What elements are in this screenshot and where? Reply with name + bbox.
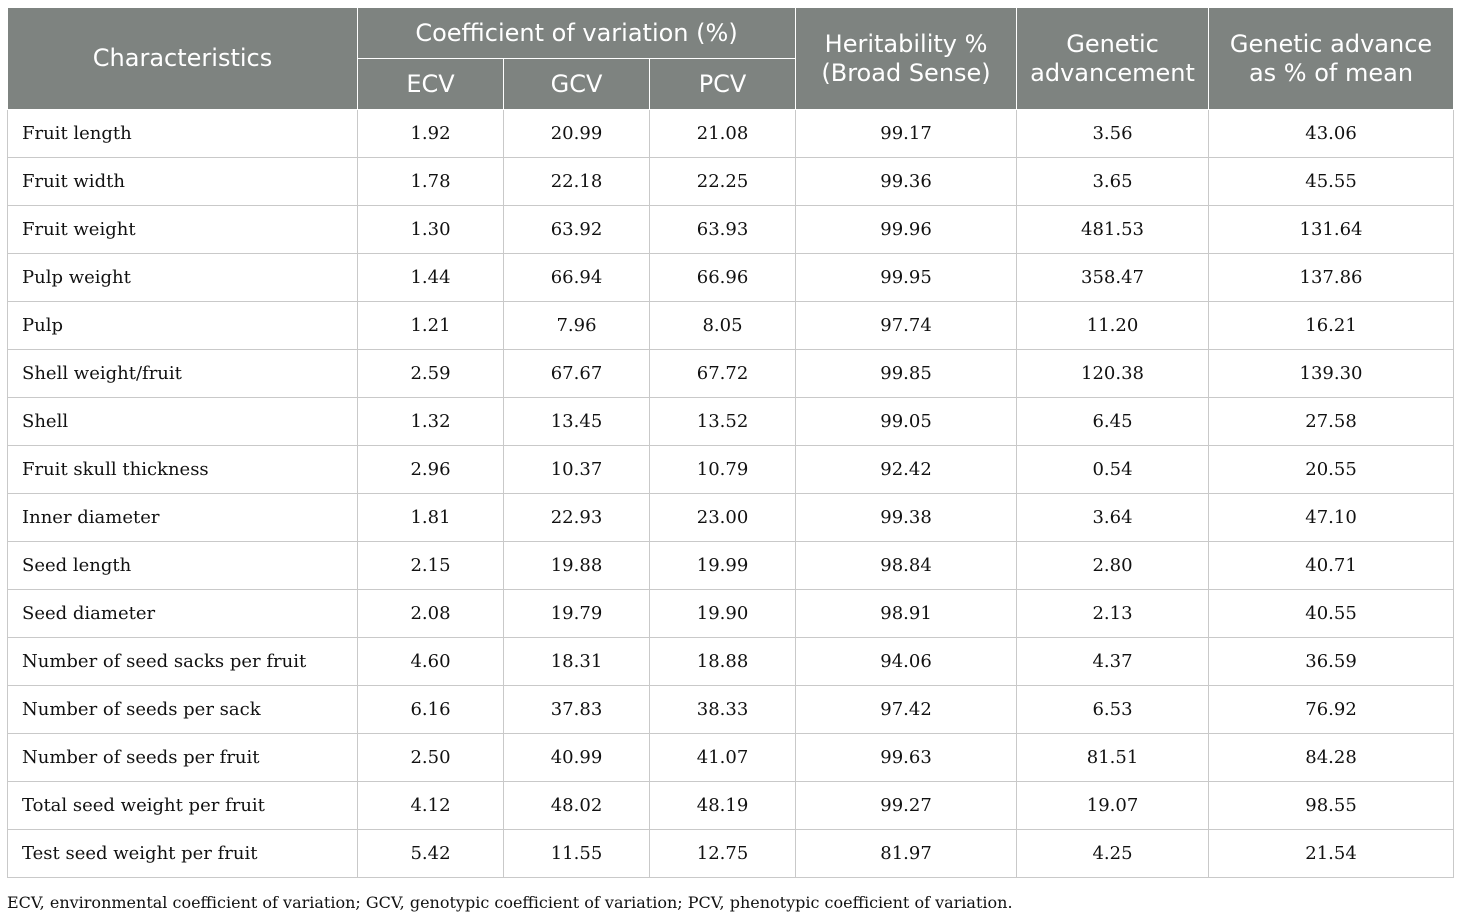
heritability-cell: 99.05 xyxy=(796,398,1017,446)
heritability-cell: 97.42 xyxy=(796,686,1017,734)
characteristic-cell: Shell weight/fruit xyxy=(8,350,358,398)
ga-percent-mean-cell: 36.59 xyxy=(1209,638,1454,686)
table-row xyxy=(8,110,1454,158)
table-row xyxy=(8,158,1454,206)
table-row xyxy=(8,686,1454,734)
gcv-cell: 19.79 xyxy=(504,590,650,638)
ecv-cell: 2.59 xyxy=(358,350,504,398)
ecv-cell: 2.96 xyxy=(358,446,504,494)
characteristic-cell: Seed diameter xyxy=(8,590,358,638)
gcv-cell: 7.96 xyxy=(504,302,650,350)
gcv-cell: 10.37 xyxy=(504,446,650,494)
ga-percent-mean-cell: 139.30 xyxy=(1209,350,1454,398)
genetic-advancement-cell: 3.65 xyxy=(1017,158,1209,206)
table-row xyxy=(8,350,1454,398)
ecv-cell: 2.08 xyxy=(358,590,504,638)
pcv-cell: 22.25 xyxy=(650,158,796,206)
pcv-cell: 63.93 xyxy=(650,206,796,254)
header-genetic-advancement-line2: advancement xyxy=(1030,58,1195,87)
header-genetic-advancement-line1: Genetic xyxy=(1066,29,1159,58)
gcv-cell: 48.02 xyxy=(504,782,650,830)
gcv-cell: 67.67 xyxy=(504,350,650,398)
genetic-advancement-cell: 358.47 xyxy=(1017,254,1209,302)
ecv-cell: 1.92 xyxy=(358,110,504,158)
genetic-advancement-cell: 6.45 xyxy=(1017,398,1209,446)
characteristic-cell: Fruit width xyxy=(8,158,358,206)
table-row xyxy=(8,830,1454,878)
heritability-cell: 99.85 xyxy=(796,350,1017,398)
header-ga-mean-line2: as % of mean xyxy=(1248,58,1414,87)
genetic-advancement-cell: 3.56 xyxy=(1017,110,1209,158)
ga-percent-mean-cell: 76.92 xyxy=(1209,686,1454,734)
header-genetic-advancement xyxy=(1017,8,1209,110)
characteristic-cell: Fruit weight xyxy=(8,206,358,254)
table-row xyxy=(8,782,1454,830)
table-row xyxy=(8,638,1454,686)
characteristic-cell: Shell xyxy=(8,398,358,446)
heritability-cell: 99.36 xyxy=(796,158,1017,206)
heritability-cell: 99.38 xyxy=(796,494,1017,542)
genetic-advancement-cell: 4.25 xyxy=(1017,830,1209,878)
ecv-cell: 5.42 xyxy=(358,830,504,878)
pcv-cell: 13.52 xyxy=(650,398,796,446)
characteristic-cell: Fruit length xyxy=(8,110,358,158)
genetic-advancement-cell: 6.53 xyxy=(1017,686,1209,734)
gcv-cell: 19.88 xyxy=(504,542,650,590)
characteristic-cell: Number of seeds per fruit xyxy=(8,734,358,782)
genetic-variability-table xyxy=(7,7,1454,878)
ga-percent-mean-cell: 45.55 xyxy=(1209,158,1454,206)
pcv-cell: 67.72 xyxy=(650,350,796,398)
genetic-advancement-cell: 3.64 xyxy=(1017,494,1209,542)
header-ga-mean-line1: Genetic advance xyxy=(1229,29,1433,58)
header-heritability xyxy=(796,8,1017,110)
heritability-cell: 99.95 xyxy=(796,254,1017,302)
table-row xyxy=(8,254,1454,302)
ecv-cell: 2.50 xyxy=(358,734,504,782)
table-row xyxy=(8,446,1454,494)
table-row xyxy=(8,734,1454,782)
ga-percent-mean-cell: 84.28 xyxy=(1209,734,1454,782)
pcv-cell: 12.75 xyxy=(650,830,796,878)
ecv-cell: 1.32 xyxy=(358,398,504,446)
heritability-cell: 99.17 xyxy=(796,110,1017,158)
heritability-cell: 98.91 xyxy=(796,590,1017,638)
gcv-cell: 40.99 xyxy=(504,734,650,782)
ecv-cell: 1.78 xyxy=(358,158,504,206)
heritability-cell: 99.63 xyxy=(796,734,1017,782)
ecv-cell: 2.15 xyxy=(358,542,504,590)
table-row xyxy=(8,542,1454,590)
gcv-cell: 22.93 xyxy=(504,494,650,542)
heritability-cell: 98.84 xyxy=(796,542,1017,590)
gcv-cell: 37.83 xyxy=(504,686,650,734)
table-row xyxy=(8,206,1454,254)
table-header xyxy=(8,8,1454,110)
characteristic-cell: Test seed weight per fruit xyxy=(8,830,358,878)
ecv-cell: 1.30 xyxy=(358,206,504,254)
ga-percent-mean-cell: 43.06 xyxy=(1209,110,1454,158)
ecv-cell: 1.44 xyxy=(358,254,504,302)
ecv-cell: 6.16 xyxy=(358,686,504,734)
genetic-advancement-cell: 120.38 xyxy=(1017,350,1209,398)
pcv-cell: 19.99 xyxy=(650,542,796,590)
genetic-advancement-cell: 81.51 xyxy=(1017,734,1209,782)
ga-percent-mean-cell: 98.55 xyxy=(1209,782,1454,830)
heritability-cell: 92.42 xyxy=(796,446,1017,494)
pcv-cell: 48.19 xyxy=(650,782,796,830)
characteristic-cell: Pulp xyxy=(8,302,358,350)
ecv-cell: 4.60 xyxy=(358,638,504,686)
genetic-advancement-cell: 2.80 xyxy=(1017,542,1209,590)
gcv-cell: 22.18 xyxy=(504,158,650,206)
heritability-cell: 97.74 xyxy=(796,302,1017,350)
heritability-cell: 99.96 xyxy=(796,206,1017,254)
ga-percent-mean-cell: 40.55 xyxy=(1209,590,1454,638)
genetic-advancement-cell: 481.53 xyxy=(1017,206,1209,254)
heritability-cell: 94.06 xyxy=(796,638,1017,686)
genetic-advancement-cell: 19.07 xyxy=(1017,782,1209,830)
gcv-cell: 11.55 xyxy=(504,830,650,878)
header-pcv: PCV xyxy=(650,59,796,110)
heritability-cell: 81.97 xyxy=(796,830,1017,878)
pcv-cell: 8.05 xyxy=(650,302,796,350)
ga-percent-mean-cell: 27.58 xyxy=(1209,398,1454,446)
ecv-cell: 1.21 xyxy=(358,302,504,350)
table-footnote: ECV, environmental coefficient of variation; GCV, genotypic coefficient of variation; PCV, phenotypic coefficient of variation. xyxy=(7,893,1013,912)
ga-percent-mean-cell: 131.64 xyxy=(1209,206,1454,254)
genetic-advancement-cell: 0.54 xyxy=(1017,446,1209,494)
ga-percent-mean-cell: 20.55 xyxy=(1209,446,1454,494)
pcv-cell: 18.88 xyxy=(650,638,796,686)
ga-percent-mean-cell: 47.10 xyxy=(1209,494,1454,542)
ga-percent-mean-cell: 21.54 xyxy=(1209,830,1454,878)
characteristic-cell: Number of seed sacks per fruit xyxy=(8,638,358,686)
pcv-cell: 38.33 xyxy=(650,686,796,734)
characteristic-cell: Pulp weight xyxy=(8,254,358,302)
table-body xyxy=(8,110,1454,878)
genetic-advancement-cell: 4.37 xyxy=(1017,638,1209,686)
pcv-cell: 41.07 xyxy=(650,734,796,782)
header-characteristics: Characteristics xyxy=(8,8,358,110)
ecv-cell: 4.12 xyxy=(358,782,504,830)
ga-percent-mean-cell: 16.21 xyxy=(1209,302,1454,350)
gcv-cell: 13.45 xyxy=(504,398,650,446)
pcv-cell: 10.79 xyxy=(650,446,796,494)
header-ecv: ECV xyxy=(358,59,504,110)
genetic-advancement-cell: 2.13 xyxy=(1017,590,1209,638)
gcv-cell: 63.92 xyxy=(504,206,650,254)
header-genetic-advance-percent-mean xyxy=(1209,8,1454,110)
pcv-cell: 66.96 xyxy=(650,254,796,302)
table-row xyxy=(8,590,1454,638)
characteristic-cell: Total seed weight per fruit xyxy=(8,782,358,830)
pcv-cell: 23.00 xyxy=(650,494,796,542)
table-row xyxy=(8,398,1454,446)
header-heritability-line1: Heritability % xyxy=(824,29,988,58)
characteristic-cell: Inner diameter xyxy=(8,494,358,542)
characteristic-cell: Fruit skull thickness xyxy=(8,446,358,494)
ga-percent-mean-cell: 137.86 xyxy=(1209,254,1454,302)
ga-percent-mean-cell: 40.71 xyxy=(1209,542,1454,590)
gcv-cell: 18.31 xyxy=(504,638,650,686)
genetic-advancement-cell: 11.20 xyxy=(1017,302,1209,350)
header-coefficient-of-variation: Coefficient of variation (%) xyxy=(358,8,796,59)
header-gcv: GCV xyxy=(504,59,650,110)
characteristic-cell: Number of seeds per sack xyxy=(8,686,358,734)
pcv-cell: 19.90 xyxy=(650,590,796,638)
table-container xyxy=(7,7,1453,878)
table-row xyxy=(8,494,1454,542)
gcv-cell: 66.94 xyxy=(504,254,650,302)
gcv-cell: 20.99 xyxy=(504,110,650,158)
pcv-cell: 21.08 xyxy=(650,110,796,158)
characteristic-cell: Seed length xyxy=(8,542,358,590)
heritability-cell: 99.27 xyxy=(796,782,1017,830)
header-heritability-line2: (Broad Sense) xyxy=(821,58,991,87)
table-row xyxy=(8,302,1454,350)
ecv-cell: 1.81 xyxy=(358,494,504,542)
